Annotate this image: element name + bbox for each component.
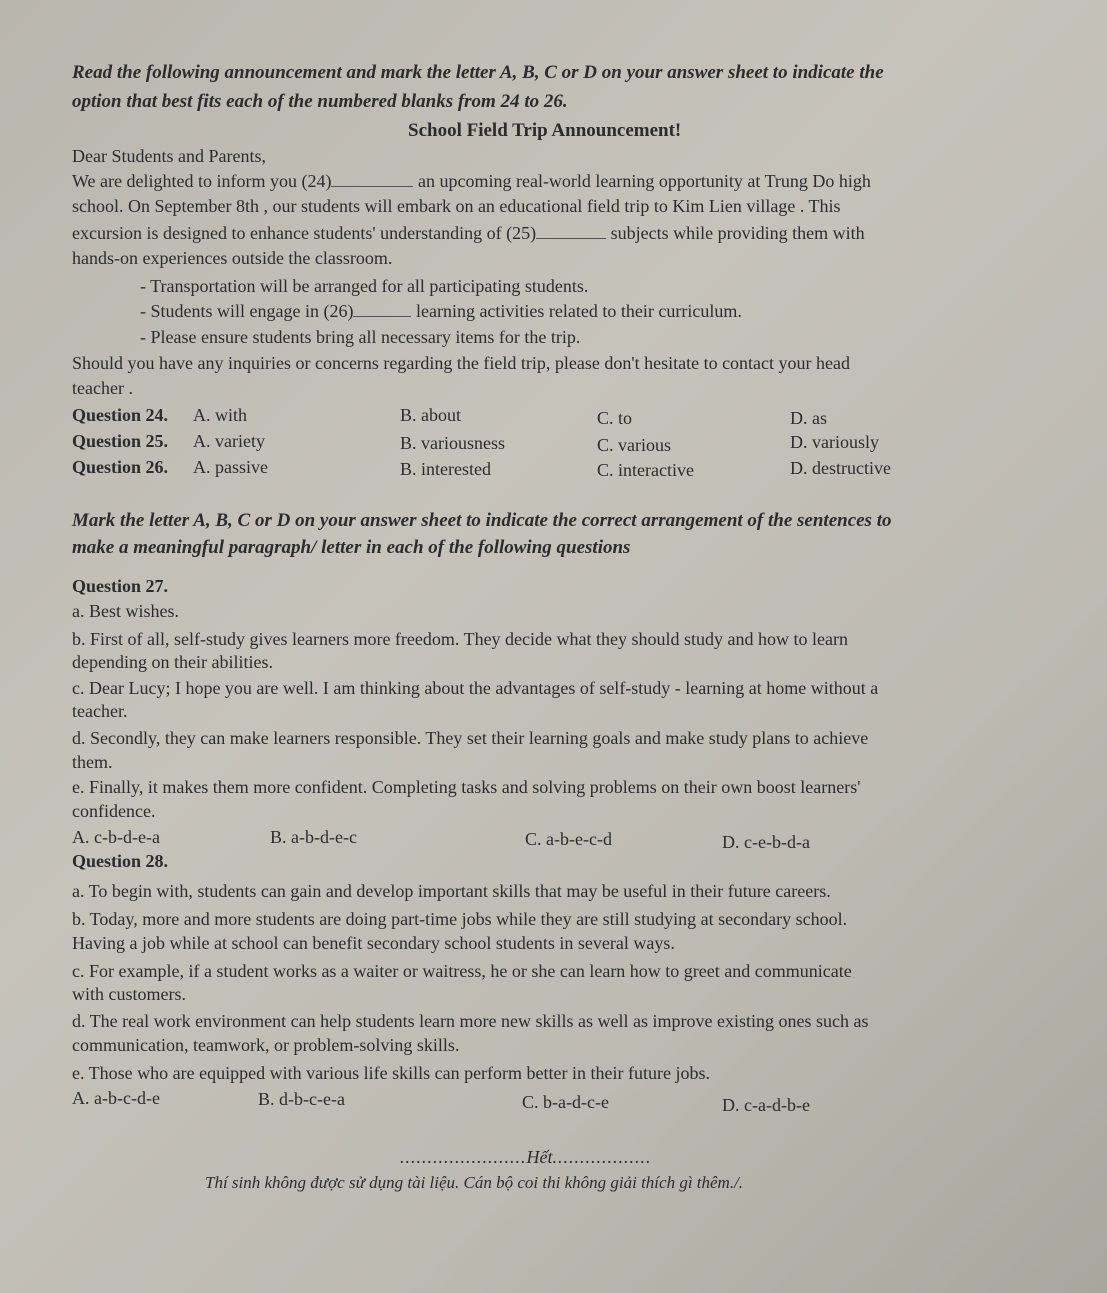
q24-option-c[interactable]: C. to <box>597 408 633 428</box>
q27-option-d[interactable]: D. c-e-b-d-a <box>722 832 810 852</box>
blank-24 <box>331 186 413 187</box>
q26-option-d[interactable]: D. destructive <box>790 458 891 478</box>
q24-option-b[interactable]: B. about <box>400 405 461 425</box>
q28-sentence-b-line-2: Having a job while at school can benefit secondary school students in several ways. <box>72 933 675 953</box>
q27-sentence-e-line-1: e. Finally, it makes them more confident. Completing tasks and solving problems on their own boost learners' <box>72 777 861 797</box>
q24-option-a[interactable]: A. with <box>193 405 247 425</box>
body-line-1b: an upcoming real-world learning opportunity at Trung Do high <box>417 171 871 191</box>
bullet-engage-b: learning activities related to their curriculum. <box>415 301 742 321</box>
q28-option-b[interactable]: B. d-b-c-e-a <box>258 1089 345 1109</box>
q27-sentence-d-line-2: them. <box>72 752 113 772</box>
q27-label: Question 27. <box>72 576 169 596</box>
q24-option-d[interactable]: D. as <box>790 408 827 428</box>
q28-sentence-a: a. To begin with, students can gain and develop important skills that may be useful in their future careers. <box>72 881 831 901</box>
body-line-5: Should you have any inquiries or concerns regarding the field trip, please don't hesitate to contact your head <box>72 353 851 373</box>
body-line-1 <box>72 170 871 192</box>
bullet-items: - Please ensure students bring all necessary items for the trip. <box>140 327 581 347</box>
q25-label: Question 25. <box>72 431 169 451</box>
body-line-2: school. On September 8th , our students will embark on an educational field trip to Kim Lien village . This <box>72 196 841 216</box>
footer-note: Thí sinh không được sử dụng tài liệu. Cán bộ coi thi không giải thích gì thêm./. <box>205 1173 744 1192</box>
bullet-transportation: - Transportation will be arranged for all participating students. <box>140 276 589 296</box>
instruction-1-line-2: option that best fits each of the numbered blanks from 24 to 26. <box>72 91 568 112</box>
q26-option-a[interactable]: A. passive <box>193 457 268 477</box>
body-line-3a: excursion is designed to enhance students' understanding of (25) <box>72 223 537 243</box>
q24-label: Question 24. <box>72 405 169 425</box>
q25-option-b[interactable]: B. variousness <box>400 433 505 453</box>
q27-sentence-c-line-1: c. Dear Lucy; I hope you are well. I am thinking about the advantages of self-study - learning at home without a <box>72 678 879 698</box>
q27-sentence-d-line-1: d. Secondly, they can make learners responsible. They set their learning goals and make study plans to achieve <box>72 728 869 748</box>
q27-option-c[interactable]: C. a-b-e-c-d <box>525 829 612 849</box>
bullet-engage-a: - Students will engage in (26) <box>140 301 354 321</box>
end-text: Hết <box>526 1147 553 1167</box>
blank-26 <box>353 316 411 317</box>
salutation: Dear Students and Parents, <box>72 146 266 166</box>
end-marker <box>400 1146 652 1168</box>
q27-option-a[interactable]: A. c-b-d-e-a <box>72 827 160 847</box>
q28-sentence-e: e. Those who are equipped with various life skills can perform better in their future jobs. <box>72 1063 710 1083</box>
q25-option-d[interactable]: D. variously <box>790 432 879 452</box>
body-line-3b: subjects while providing them with <box>610 223 865 243</box>
q27-sentence-a: a. Best wishes. <box>72 601 179 621</box>
q28-sentence-c-line-1: c. For example, if a student works as a waiter or waitress, he or she can learn how to greet and communicate <box>72 961 852 981</box>
body-line-3 <box>72 222 865 244</box>
q28-option-a[interactable]: A. a-b-c-d-e <box>72 1088 160 1108</box>
q28-sentence-d-line-1: d. The real work environment can help students learn more new skills as well as improve existing ones such as <box>72 1011 869 1031</box>
q28-sentence-c-line-2: with customers. <box>72 984 186 1004</box>
q28-sentence-d-line-2: communication, teamwork, or problem-solving skills. <box>72 1035 460 1055</box>
q27-sentence-c-line-2: teacher. <box>72 701 128 721</box>
q27-sentence-e-line-2: confidence. <box>72 801 156 821</box>
q27-option-b[interactable]: B. a-b-d-e-c <box>270 827 357 847</box>
q27-sentence-b-line-2: depending on their abilities. <box>72 652 273 672</box>
instruction-1-line-1: Read the following announcement and mark the letter A, B, C or D on your answer sheet to indicate the <box>72 62 884 83</box>
end-dots-left: ....................... <box>400 1147 527 1167</box>
body-line-4: hands-on experiences outside the classroom. <box>72 248 393 268</box>
q28-option-d[interactable]: D. c-a-d-b-e <box>722 1095 810 1115</box>
instruction-2-line-1: Mark the letter A, B, C or D on your answer sheet to indicate the correct arrangement of the sentences to <box>72 510 892 531</box>
q26-option-c[interactable]: C. interactive <box>597 460 694 480</box>
q26-option-b[interactable]: B. interested <box>400 459 491 479</box>
announcement-title: School Field Trip Announcement! <box>408 120 682 141</box>
blank-25 <box>536 238 606 239</box>
q25-option-c[interactable]: C. various <box>597 435 671 455</box>
body-line-6: teacher . <box>72 378 133 398</box>
q27-sentence-b-line-1: b. First of all, self-study gives learners more freedom. They decide what they should study and how to learn <box>72 629 848 649</box>
end-dots-right: .................. <box>552 1147 652 1167</box>
q28-sentence-b-line-1: b. Today, more and more students are doing part-time jobs while they are still studying at secondary school. <box>72 909 848 929</box>
q28-option-c[interactable]: C. b-a-d-c-e <box>522 1092 609 1112</box>
q26-label: Question 26. <box>72 457 169 477</box>
instruction-2-line-2: make a meaningful paragraph/ letter in each of the following questions <box>72 537 631 558</box>
q28-label: Question 28. <box>72 851 169 871</box>
body-line-1a: We are delighted to inform you (24) <box>72 171 332 191</box>
bullet-engage <box>140 300 742 322</box>
q25-option-a[interactable]: A. variety <box>193 431 265 451</box>
